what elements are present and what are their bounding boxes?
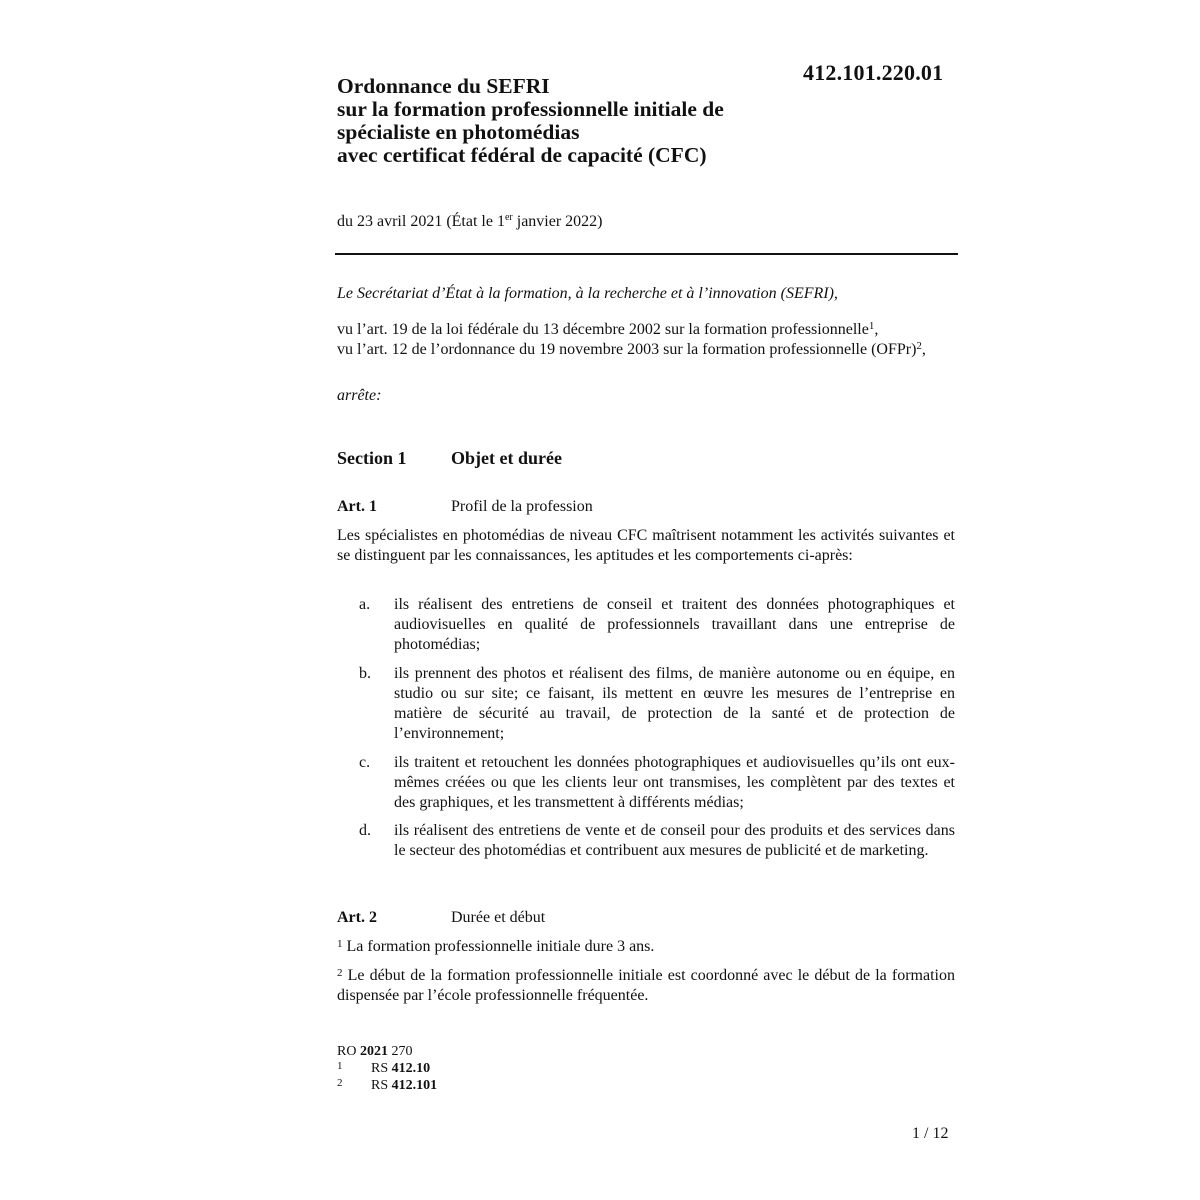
article-1-heading bbox=[337, 498, 593, 516]
footnote-number: 1 bbox=[337, 1060, 343, 1072]
date-prefix: du 23 avril 2021 (État le 1 bbox=[337, 213, 505, 230]
article-1-intro: Les spécialistes en photomédias de niveau CFC maîtrisent notamment les activités suivantes et se distinguent par les connaissances, les aptitudes et les comportements ci-après: bbox=[337, 527, 955, 564]
article-2-paragraph-2 bbox=[337, 966, 955, 1006]
section-title: Objet et durée bbox=[451, 448, 562, 468]
title-line: Ordonnance du SEFRI bbox=[337, 74, 550, 98]
paragraph-text: Le début de la formation professionnelle initiale est coordonné avec le début de la formation dispensée par l’école professionnelle fréquentée. bbox=[337, 967, 955, 1004]
basis-2-end: , bbox=[921, 341, 926, 358]
article-number: Art. 2 bbox=[337, 909, 377, 926]
page-number: 1 / 12 bbox=[912, 1125, 949, 1142]
list-item bbox=[337, 664, 955, 744]
paragraph-number: 2 bbox=[337, 967, 343, 979]
list-letter: b. bbox=[359, 665, 371, 682]
list-text: ils prennent des photos et réalisent des films, de manière autonome ou en équipe, en studio ou sur site; ce faisant, ils mettent en œuvre les mesures de l’entreprise en matière de sécurité au travail, de protection de la santé et de protection de l’environnement; bbox=[394, 665, 955, 742]
article-title: Profil de la profession bbox=[451, 498, 593, 515]
date-suffix: janvier 2022) bbox=[512, 213, 603, 230]
footnote-prefix: RS bbox=[371, 1078, 392, 1093]
footnote-link[interactable]: 412.10 bbox=[391, 1061, 431, 1076]
header-divider bbox=[335, 253, 958, 255]
list-letter: d. bbox=[359, 822, 371, 839]
preamble-basis-2 bbox=[337, 340, 955, 360]
preamble-basis-1 bbox=[337, 320, 955, 340]
preamble-authority: Le Secrétariat d’État à la formation, à la recherche et à l’innovation (SEFRI), bbox=[337, 285, 838, 302]
article-2-paragraph-1 bbox=[337, 937, 955, 957]
footnote-prefix: RS bbox=[371, 1061, 392, 1076]
section-1-heading bbox=[337, 448, 562, 469]
list-item bbox=[337, 821, 955, 861]
ro-page: 270 bbox=[387, 1044, 413, 1059]
title-line: spécialiste en photomédias bbox=[337, 120, 580, 144]
footnote-link[interactable]: 412.101 bbox=[391, 1078, 438, 1093]
paragraph-number: 1 bbox=[337, 938, 343, 950]
ro-reference bbox=[337, 1044, 437, 1059]
list-item bbox=[337, 595, 955, 655]
ro-prefix: RO bbox=[337, 1044, 360, 1059]
list-letter: c. bbox=[359, 754, 371, 771]
basis-1-text: vu l’art. 19 de la loi fédérale du 13 décembre 2002 sur la formation professionnelle bbox=[337, 321, 869, 338]
title-line: avec certificat fédéral de capacité (CFC) bbox=[337, 143, 707, 167]
footnotes bbox=[337, 1044, 437, 1093]
document-date bbox=[337, 213, 603, 231]
date-superscript: er bbox=[504, 212, 513, 223]
footnote-2 bbox=[337, 1076, 437, 1093]
footnote-ref-1[interactable]: 1 bbox=[868, 320, 875, 332]
footnote-number: 2 bbox=[337, 1077, 343, 1089]
sr-number: 412.101.220.01 bbox=[803, 60, 944, 85]
list-text: ils réalisent des entretiens de vente et de conseil pour des produits et des services dans le secteur des photomédias et contribuent aux mesures de publicité et de marketing. bbox=[394, 822, 955, 859]
footnote-1 bbox=[337, 1059, 437, 1076]
list-item bbox=[337, 753, 955, 813]
ro-year: 2021 bbox=[359, 1044, 388, 1059]
basis-1-end: , bbox=[874, 321, 879, 338]
list-letter: a. bbox=[359, 596, 371, 613]
preamble-basis bbox=[337, 320, 955, 360]
document-title bbox=[337, 75, 724, 167]
list-text: ils traitent et retouchent les données photographiques et audiovisuelles qu’ils ont eux-mêmes créées ou que les clients leur ont transmises, les complètent par des textes et des graphiques, et les transmettent à différents médias; bbox=[394, 754, 955, 811]
article-2-heading bbox=[337, 909, 545, 927]
title-line: sur la formation professionnelle initiale de bbox=[337, 97, 724, 121]
article-number: Art. 1 bbox=[337, 498, 377, 515]
list-text: ils réalisent des entretiens de conseil et traitent des données photographiques et audiovisuelles en qualité de professionnels travaillant dans une entreprise de photomédias; bbox=[394, 596, 955, 653]
basis-2-text: vu l’art. 12 de l’ordonnance du 19 novembre 2003 sur la formation professionnelle (OFPr) bbox=[337, 341, 917, 358]
section-number: Section 1 bbox=[337, 448, 407, 468]
paragraph-text: La formation professionnelle initiale dure 3 ans. bbox=[342, 938, 655, 955]
footnote-ref-2[interactable]: 2 bbox=[916, 340, 922, 352]
preamble-decree: arrête: bbox=[337, 387, 382, 404]
article-title: Durée et début bbox=[451, 909, 546, 926]
